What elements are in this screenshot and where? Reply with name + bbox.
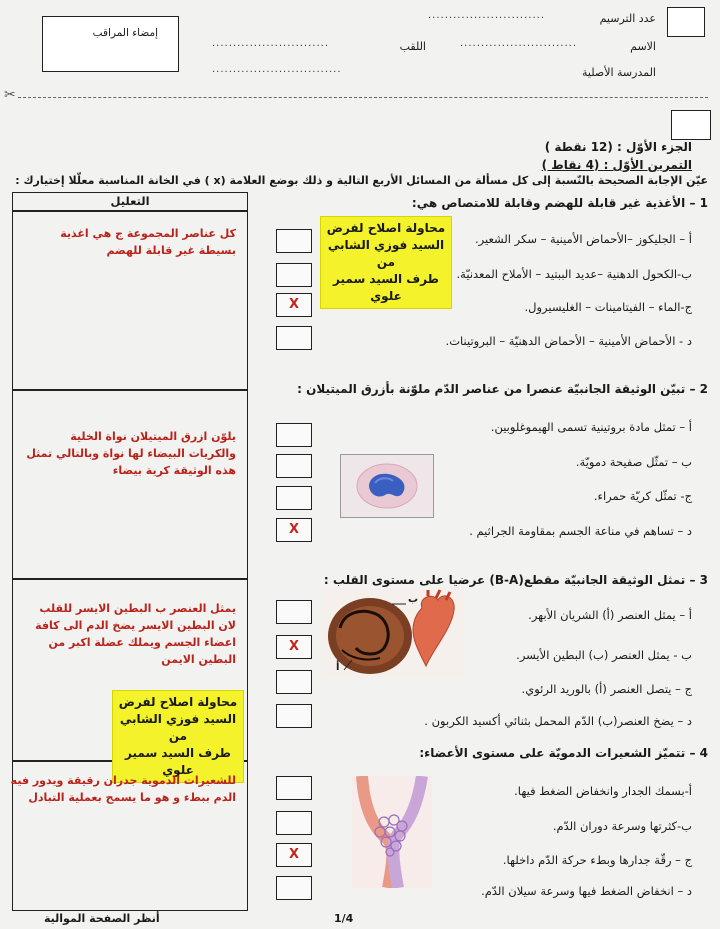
q2-justification-line-3: هذه الوثيقة كرية بيضاء [112, 464, 236, 477]
q2-option-b: ب – تمثّل صفيحة دمويّة. [575, 455, 692, 469]
q1-option-a: أ – الجليكوز –الأحماض الأمينية – سكر الشعير. [475, 232, 692, 246]
capillary-network-svg [352, 776, 432, 888]
q2-justification-line-2: والكريات البيضاء لها نواة وبالتالي تمثل [26, 447, 236, 460]
q2-answer-box-a[interactable] [276, 423, 312, 447]
q1-answer-box-b[interactable] [276, 263, 312, 287]
q2-justification-line-1: يلوّن ازرق الميتيلان نواة الخلية [70, 430, 236, 443]
question-2-title: 2 – تبيّن الوثيقة الجانبيّة عنصرا من عناصر الدّم ملوّنة بأزرق الميتيلان : [297, 382, 708, 396]
q2-answer-box-b[interactable] [276, 454, 312, 478]
question-1-title: 1 – الأغذية غير قابلة للهضم وقابلة للامتصاص هي: [411, 196, 708, 210]
heart-cross-section-figure [322, 588, 464, 678]
stamp-line-2: السيد فوزي الشابي من [327, 238, 445, 269]
q2-option-c: ج- تمثّل كريّة حمراء. [593, 489, 692, 503]
q3-justification-line-3: اعضاء الجسم ويملك عضلة اكبر من [48, 636, 236, 649]
correction-stamp-1 [320, 216, 452, 309]
heart-label-b: ب [408, 594, 419, 605]
white-blood-cell-figure [340, 454, 434, 518]
q4-option-c: ج – رقّة جدارها وبطء حركة الدّم داخلها. [502, 853, 692, 867]
surname-label: اللقب [399, 40, 426, 53]
supervisor-signature-box [42, 16, 179, 72]
q3-justification-line-4: البطين الايمن [161, 653, 236, 666]
heart-label-a: أ [336, 662, 340, 673]
question-4-title: 4 – تتميّز الشعيرات الدمويّة على مستوى الأعضاء: [419, 746, 708, 760]
q1-option-c: ج-الماء – الفيتامينات – الغليسيرول. [524, 300, 692, 314]
footer-next-page: أنظر الصفحة الموالية [44, 912, 160, 925]
correction-stamp-2 [112, 690, 244, 783]
school-dots: ............................... [212, 64, 342, 75]
stamp2-line-1: محاولة اصلاح لفرض [118, 695, 238, 709]
question-3-title: 3 – تمثل الوثيقة الجانبيّة مقطع(B-A) عرضيا على مستوى القلب : [323, 573, 708, 587]
heart-cross-section-svg [322, 588, 464, 678]
q3-answer-box-b[interactable]: X [276, 635, 312, 659]
q4-option-a: أ-بسمك الجدار وانخفاض الضغط فيها. [514, 784, 692, 798]
scissor-cut-line [18, 97, 708, 98]
stamp-line-1: محاولة اصلاح لفرض [326, 221, 446, 235]
q3-option-d: د – يضخ العنصر(ب) الدّم المحمل بثنائي أكسيد الكربون . [424, 714, 692, 728]
q1-justification [16, 225, 236, 259]
q2-option-a: أ – تمثل مادة بروتينية تسمى الهيموغلوبين. [490, 420, 692, 434]
q1-option-b: ب-الكحول الدهنية –عديد الببتيد – الأملاح المعدنيّة. [456, 267, 692, 281]
row-divider-1 [12, 389, 248, 391]
q2-answer-box-d[interactable]: X [276, 518, 312, 542]
q3-justification [6, 600, 236, 668]
q4-answer-box-d[interactable] [276, 876, 312, 900]
footer-page-number: 1/4 [334, 912, 354, 925]
q1-answer-box-d[interactable] [276, 326, 312, 350]
q3-justification-line-1: يمثل العنصر ب البطين الايسر للقلب [39, 602, 236, 615]
q1-answer-box-c[interactable]: X [276, 293, 312, 317]
score-box [671, 110, 711, 140]
q1-answer-box-a[interactable] [276, 229, 312, 253]
school-label: المدرسة الأصلية [582, 66, 656, 79]
q4-answer-box-b[interactable] [276, 811, 312, 835]
q3-answer-box-a[interactable] [276, 600, 312, 624]
part-title: الجزء الأوّل : (12 نقطة ) [544, 140, 692, 154]
name-label: الاسم [630, 40, 656, 53]
q4-justification-line-2: الدم ببطء و هو ما يسمح بعملية التبادل [28, 791, 236, 804]
grade-box [667, 7, 705, 37]
grade-dots: ............................ [428, 10, 546, 21]
stamp2-line-3: طرف السيد سمير علوي [125, 746, 231, 777]
q4-answer-box-c[interactable]: X [276, 843, 312, 867]
supervisor-signature-label: إمضاء المراقب [92, 27, 158, 39]
stamp-line-3: طرف السيد سمير علوي [333, 272, 439, 303]
q2-justification [6, 428, 236, 479]
q1-justification-line-1: كل عناصر المجموعة ج هي اغذية [60, 227, 236, 240]
justification-header-rule [12, 210, 248, 212]
q3-justification-line-2: لان البطين الايسر يضخ الدم الى كافة [35, 619, 236, 632]
q2-option-d: د – تساهم في مناعة الجسم بمقاومة الجراثيم . [469, 524, 692, 538]
white-blood-cell-svg [341, 455, 433, 517]
instruction: عيّن الإجابة الصحيحة بالنّسبة إلى كل مسألة من المسائل الأربع التالية و ذلك بوضع العلامة (x ) في الخانة المناسبة معلّلا إختيارك : [15, 174, 708, 187]
grade-label: عدد الترسيم [599, 12, 656, 25]
q3-answer-box-c[interactable] [276, 670, 312, 694]
q3-option-a: أ – يمثل العنصر (أ) الشريان الأبهر. [528, 608, 692, 622]
exercise-title: التمرين الأوّل : (4 نقاط ) [541, 158, 692, 172]
q3-answer-box-d[interactable] [276, 704, 312, 728]
name-dots: ............................ [460, 38, 578, 49]
capillary-network-figure [352, 776, 432, 888]
q4-option-d: د – انخفاض الضغط فيها وسرعة سيلان الدّم. [481, 884, 692, 898]
justification-header: التعليل [110, 194, 150, 208]
q3-option-b: ب - يمثل العنصر (ب) البطين الأيسر. [516, 648, 692, 662]
stamp2-line-2: السيد فوزي الشابي من [119, 712, 237, 743]
q4-justification-line-1: للشعيرات الدموية جدران رقيقة ويدور فيه [10, 774, 236, 787]
q3-option-c: ج – يتصل العنصر (أ) بالوريد الرئوي. [521, 682, 692, 696]
q1-justification-line-2: بسيطة غير قابلة للهضم [106, 244, 236, 257]
scissors-icon: ✂ [4, 87, 16, 103]
q4-justification [8, 772, 236, 806]
q4-option-b: ب-كثرتها وسرعة دوران الدّم. [552, 819, 692, 833]
surname-dots: ............................ [212, 38, 330, 49]
q4-answer-box-a[interactable] [276, 776, 312, 800]
row-divider-2 [12, 578, 248, 580]
q1-option-d: د - الأحماض الأمينية – الأحماض الدهنيّة – البروتينات. [445, 334, 692, 348]
q2-answer-box-c[interactable] [276, 486, 312, 510]
